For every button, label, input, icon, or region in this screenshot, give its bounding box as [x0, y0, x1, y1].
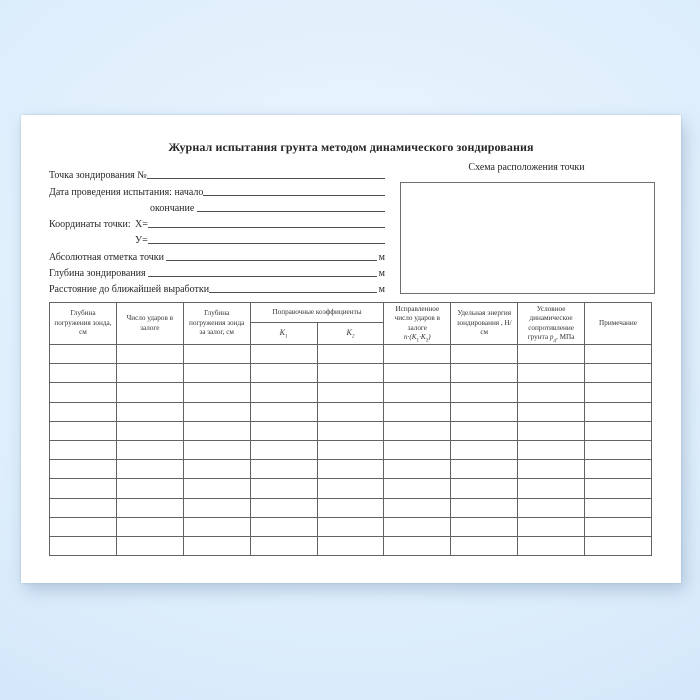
table-cell	[317, 345, 384, 364]
table-row	[50, 479, 652, 498]
table-cell	[451, 421, 518, 440]
table-cell	[116, 498, 183, 517]
table-cell	[518, 440, 585, 459]
blank-line	[166, 260, 376, 261]
col-header-specific-energy: Удельная энергия зондирования , Н/см	[451, 303, 518, 345]
field-sublabel-x: Х=	[135, 219, 148, 231]
table-cell	[50, 479, 117, 498]
table-cell	[518, 402, 585, 421]
table-cell	[585, 421, 652, 440]
schema-label: Схема расположения точки	[468, 162, 585, 173]
table-cell	[250, 402, 317, 421]
table-cell	[451, 440, 518, 459]
table-cell	[451, 402, 518, 421]
field-coordinates-x	[49, 214, 385, 230]
col-header-k1: $K_1$	[250, 323, 317, 345]
table-cell	[585, 479, 652, 498]
table-cell	[250, 440, 317, 459]
field-label: Координаты точки:	[49, 219, 131, 231]
table-cell	[384, 460, 451, 479]
table-cell	[116, 440, 183, 459]
table-cell	[585, 440, 652, 459]
table-cell	[585, 364, 652, 383]
table-cell	[50, 402, 117, 421]
field-date-end	[49, 198, 385, 214]
table-body	[50, 345, 652, 556]
table-cell	[384, 440, 451, 459]
col-header-blow-count: Число ударов в залоге	[116, 303, 183, 345]
table-cell	[183, 536, 250, 555]
table-cell	[518, 517, 585, 536]
table-row	[50, 460, 652, 479]
table-cell	[451, 383, 518, 402]
table-row	[50, 364, 652, 383]
table-cell	[116, 402, 183, 421]
table-cell	[250, 421, 317, 440]
table-row	[50, 440, 652, 459]
blank-line	[147, 178, 385, 179]
table-cell	[451, 517, 518, 536]
blank-line	[148, 243, 385, 244]
table-cell	[116, 383, 183, 402]
table-cell	[116, 364, 183, 383]
field-date-start	[49, 181, 385, 197]
table-cell	[50, 498, 117, 517]
table-cell	[585, 383, 652, 402]
table-cell	[317, 517, 384, 536]
unit-label: м	[378, 251, 385, 263]
table-row	[50, 345, 652, 364]
table-cell	[451, 479, 518, 498]
blank-line	[148, 227, 385, 228]
table-cell	[50, 460, 117, 479]
table-cell	[50, 517, 117, 536]
table-cell	[250, 479, 317, 498]
dynamic-resistance-unit: , МПа	[556, 332, 575, 341]
table-row	[50, 421, 652, 440]
blank-line	[148, 276, 377, 277]
col-header-corrected-count	[384, 303, 451, 345]
table-cell	[317, 536, 384, 555]
field-label: Дата проведения испытания: начало	[49, 186, 204, 198]
table-cell	[585, 498, 652, 517]
table-cell	[317, 440, 384, 459]
table-cell	[183, 345, 250, 364]
table-cell	[384, 383, 451, 402]
col-header-k2: $K_2$	[317, 323, 384, 345]
sounding-table	[49, 302, 652, 556]
table-cell	[116, 517, 183, 536]
table-cell	[384, 479, 451, 498]
unit-label: м	[378, 284, 385, 296]
table-cell	[384, 498, 451, 517]
table-cell	[116, 421, 183, 440]
table-cell	[518, 479, 585, 498]
table-cell	[317, 421, 384, 440]
table-cell	[50, 421, 117, 440]
col-header-correction-group: Поправочные коэффициенты	[250, 303, 384, 323]
document-title: Журнал испытания грунта методом динамического зондирования	[168, 140, 534, 154]
field-label: Абсолютная отметка точки	[49, 251, 167, 263]
field-distance	[49, 279, 385, 295]
table-cell	[317, 402, 384, 421]
field-sound-depth	[49, 263, 385, 279]
table-row	[50, 402, 652, 421]
table-cell	[250, 460, 317, 479]
dynamic-resistance-text: Условное динамическое сопротивление грунта	[527, 304, 574, 341]
table-row	[50, 383, 652, 402]
table-cell	[183, 402, 250, 421]
table-cell	[585, 536, 652, 555]
unit-label: м	[378, 268, 385, 280]
table-cell	[183, 460, 250, 479]
table-cell	[384, 402, 451, 421]
table-cell	[183, 479, 250, 498]
table-cell	[518, 345, 585, 364]
table-cell	[384, 345, 451, 364]
table-cell	[518, 460, 585, 479]
table-cell	[250, 364, 317, 383]
col-header-depth-per-set: Глубина погружения зонда за залог, см	[183, 303, 250, 345]
table-cell	[50, 383, 117, 402]
table-cell	[585, 460, 652, 479]
corrected-count-text: Исправленное число ударов в залоге	[394, 304, 440, 332]
table-cell	[518, 498, 585, 517]
table-row	[50, 517, 652, 536]
field-label: Точка зондирования №	[49, 170, 147, 182]
table-header	[50, 303, 652, 345]
table-cell	[116, 460, 183, 479]
table-cell	[317, 498, 384, 517]
table-cell	[183, 421, 250, 440]
table-cell	[317, 460, 384, 479]
table-cell	[451, 364, 518, 383]
field-label: Глубина зондирования	[49, 268, 149, 280]
table-cell	[50, 536, 117, 555]
field-coordinates-y	[49, 230, 385, 246]
table-cell	[585, 402, 652, 421]
table-cell	[384, 517, 451, 536]
table-cell	[518, 421, 585, 440]
field-label: окончание	[150, 202, 197, 214]
table-cell	[50, 364, 117, 383]
table-cell	[183, 440, 250, 459]
table-cell	[183, 364, 250, 383]
table-cell	[317, 383, 384, 402]
table-row	[50, 498, 652, 517]
table-cell	[183, 498, 250, 517]
table-cell	[585, 517, 652, 536]
table-cell	[384, 421, 451, 440]
table-row	[50, 536, 652, 555]
blank-line	[203, 195, 385, 196]
field-sublabel-y: У=	[135, 235, 148, 247]
table-cell	[518, 383, 585, 402]
schema-box	[400, 182, 655, 294]
field-point-number	[49, 165, 385, 181]
table-cell	[250, 517, 317, 536]
dynamic-resistance-symbol: р	[549, 332, 554, 341]
table-cell	[384, 364, 451, 383]
col-header-note: Примечание	[585, 303, 652, 345]
col-header-dynamic-resistance: Условное динамическое сопротивление грунта $р_д$, МПа	[518, 303, 585, 345]
form-sheet	[21, 115, 681, 583]
table-cell	[250, 383, 317, 402]
table-cell	[518, 536, 585, 555]
table-cell	[116, 479, 183, 498]
table-cell	[50, 345, 117, 364]
table-cell	[250, 345, 317, 364]
corrected-count-formula: $n\cdot(K_1\cdot K_2)$	[403, 332, 431, 344]
col-header-probe-depth: Глубина погружения зонда, см	[50, 303, 117, 345]
table-cell	[250, 536, 317, 555]
table-cell	[50, 440, 117, 459]
field-abs-mark	[49, 246, 385, 262]
table-cell	[317, 364, 384, 383]
table-cell	[451, 345, 518, 364]
table-cell	[183, 517, 250, 536]
table-cell	[183, 383, 250, 402]
table-cell	[317, 479, 384, 498]
table-cell	[384, 536, 451, 555]
table-cell	[250, 498, 317, 517]
field-label: Расстояние до ближайшей выработки	[49, 284, 210, 296]
table-cell	[451, 536, 518, 555]
blank-line	[209, 292, 377, 293]
table-cell	[518, 364, 585, 383]
table-cell	[451, 498, 518, 517]
table-cell	[451, 460, 518, 479]
blank-line	[197, 211, 385, 212]
table-cell	[116, 345, 183, 364]
form-fields	[49, 165, 385, 295]
table-cell	[585, 345, 652, 364]
table-cell	[116, 536, 183, 555]
